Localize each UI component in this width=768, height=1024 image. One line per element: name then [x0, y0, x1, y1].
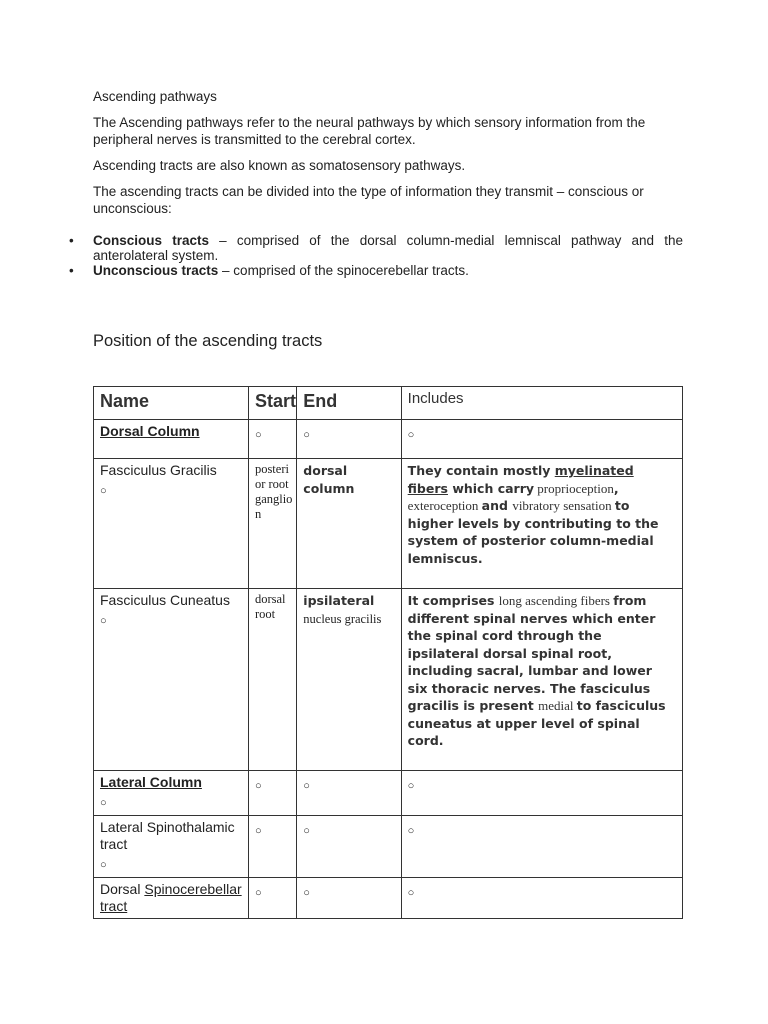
includes-text: which carry: [447, 480, 535, 496]
tract-name: Dorsal: [100, 881, 145, 897]
cell-includes: [401, 816, 682, 878]
tract-name: Fasciculus Gracilis: [100, 462, 217, 478]
bullet-term: Unconscious tracts: [93, 263, 219, 278]
cell-end: [297, 816, 401, 878]
cell-name: [94, 816, 249, 878]
header-name: Name: [94, 387, 249, 420]
placeholder-circle-icon: ○: [100, 797, 107, 809]
cell-end: [297, 420, 401, 459]
tract-name: Fasciculus Cuneatus: [100, 592, 230, 608]
intro-paragraph: The Ascending pathways refer to the neural pathways by which sensory information from the peripheral nerves is transmitted to the cerebral cortex.: [93, 115, 646, 147]
end-text: dorsal column: [303, 463, 355, 496]
tract-name-link[interactable]: Spinocerebellar tract: [100, 881, 242, 914]
end-text: ipsilateral: [303, 593, 375, 608]
table-row: [94, 589, 683, 771]
cell-start: [248, 816, 296, 878]
table-row: [94, 771, 683, 816]
placeholder-circle-icon: ○: [254, 887, 262, 899]
placeholder-circle-icon: ○: [303, 825, 310, 837]
table-row: [94, 420, 683, 459]
placeholder-circle-icon: ○: [100, 485, 107, 497]
cell-start: dorsal root: [248, 589, 296, 771]
table-row: [94, 816, 683, 878]
bullet-icon: •: [69, 233, 74, 248]
document-title: Ascending pathways: [93, 89, 217, 104]
bullet-text: – comprised of the dorsal column-medial lemniscal pathway and the anterolateral system.: [93, 233, 683, 263]
includes-text: to higher levels by contributing to the system of posterior column-medial lemniscus.: [407, 498, 659, 566]
bullet-icon: •: [69, 263, 74, 278]
placeholder-circle-icon: ○: [303, 887, 310, 899]
cell-start: [248, 420, 296, 459]
placeholder-circle-icon: ○: [100, 859, 107, 871]
table-row: [94, 878, 683, 919]
header-start: Start: [248, 387, 296, 420]
list-item: [69, 233, 683, 263]
bullet-text: – comprised of the spinocerebellar tracts.: [218, 263, 469, 278]
cell-includes: [401, 878, 682, 919]
includes-serif-text: long ascending fibers: [498, 593, 614, 608]
cell-end: [297, 459, 401, 589]
cell-start: [248, 878, 296, 919]
header-includes: Includes: [401, 387, 682, 420]
group-label: Dorsal Column: [100, 423, 200, 439]
includes-text: and: [481, 498, 513, 513]
placeholder-circle-icon: ○: [407, 780, 415, 792]
placeholder-circle-icon: ○: [254, 825, 262, 837]
table-header-row: [94, 387, 683, 420]
includes-serif-text: proprioception: [534, 480, 614, 496]
includes-link[interactable]: myelinated fibers: [407, 463, 634, 496]
includes-serif-text: medial: [538, 698, 577, 713]
cell-start: [248, 771, 296, 816]
cell-start: posteri or root ganglio n: [248, 459, 296, 589]
placeholder-circle-icon: ○: [254, 780, 262, 792]
placeholder-circle-icon: ○: [407, 887, 415, 899]
cell-end: [297, 771, 401, 816]
placeholder-circle-icon: ○: [254, 429, 262, 441]
includes-text: They contain mostly: [407, 463, 555, 478]
end-serif-text: nucleus gracilis: [303, 612, 382, 626]
bullet-term: Conscious tracts: [93, 233, 209, 248]
cell-end: [297, 878, 401, 919]
section-heading: Position of the ascending tracts: [93, 332, 323, 350]
header-end: End: [297, 387, 401, 420]
placeholder-circle-icon: ○: [303, 780, 310, 792]
includes-text: from different spinal nerves which enter the spinal cord through the ipsilateral dorsal spinal root, including sacral, lumbar and lower six thoracic nerves. The fasciculus gracilis is present: [407, 593, 656, 713]
tract-name: Lateral Spinothalamic tract: [100, 819, 235, 852]
includes-text: to fasciculus cuneatus at upper level of spinal cord.: [407, 698, 666, 748]
placeholder-circle-icon: ○: [407, 825, 415, 837]
intro-paragraph: The ascending tracts can be divided into the type of information they transmit – conscious or unconscious:: [93, 184, 644, 216]
includes-serif-text: exteroception: [407, 498, 482, 513]
cell-includes: [401, 459, 682, 589]
tract-type-list: [69, 233, 683, 278]
cell-end: [297, 589, 401, 771]
cell-name: [94, 771, 249, 816]
includes-text: ,: [613, 480, 619, 496]
cell-name: [94, 589, 249, 771]
group-label: Lateral Column: [100, 774, 202, 790]
cell-name: [94, 878, 249, 919]
placeholder-circle-icon: ○: [407, 429, 415, 441]
cell-includes: [401, 420, 682, 459]
table-row: [94, 459, 683, 589]
includes-text: It comprises: [407, 593, 499, 608]
ascending-tracts-table: [93, 386, 683, 919]
document-body: [69, 88, 683, 351]
intro-paragraph: Ascending tracts are also known as somatosensory pathways.: [93, 158, 466, 173]
cell-includes: [401, 589, 682, 771]
cell-includes: [401, 771, 682, 816]
placeholder-circle-icon: ○: [100, 615, 107, 627]
cell-name: [94, 420, 249, 459]
placeholder-circle-icon: ○: [303, 429, 310, 441]
cell-name: [94, 459, 249, 589]
includes-serif-text: vibratory sensation: [512, 498, 615, 513]
list-item: [69, 263, 683, 278]
